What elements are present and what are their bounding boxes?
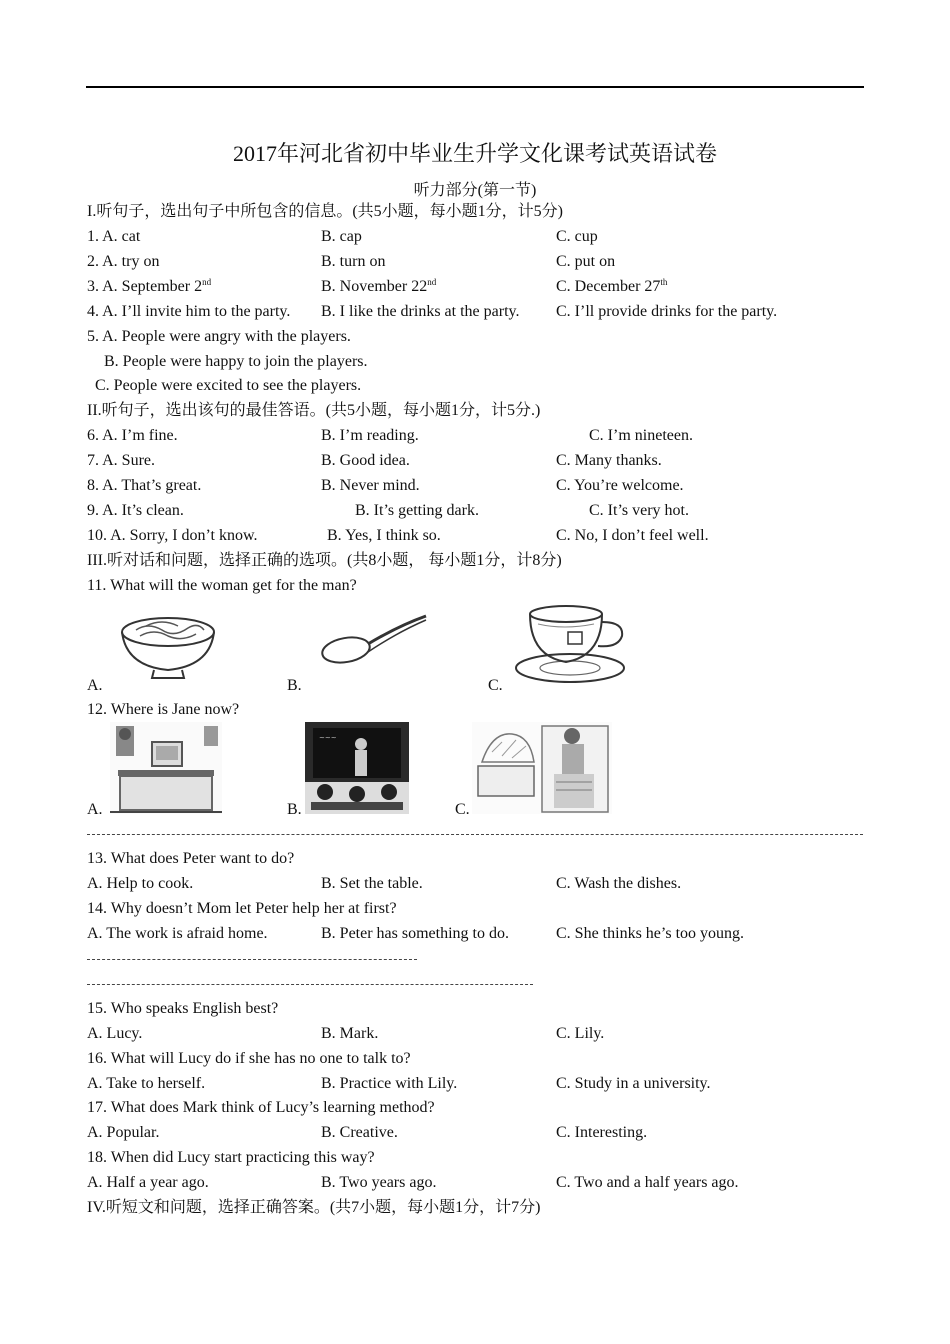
q16-option-a: A. Take to herself. [87,1075,206,1092]
section-3-heading: III.听对话和问题，选择正确的选项。(共8小题， 每小题1分，计8分) [87,552,562,569]
q18-option-c: C. Two and a half years ago. [556,1174,739,1191]
q17-option-a: A. Popular. [87,1124,160,1141]
q6-option-c: C. I’m nineteen. [589,427,693,444]
page-title: 2017年河北省初中毕业生升学文化课考试英语试卷 [232,141,717,166]
cup-of-tea-icon [514,604,630,688]
q8-option-b: B. Never mind. [321,477,420,494]
office-desk-computer-icon [110,722,222,814]
q17-option-c: C. Interesting. [556,1124,648,1141]
q18-option-b: B. Two years ago. [321,1174,437,1191]
dashed-separator [87,959,417,960]
q13-option-b: B. Set the table. [321,875,423,892]
q1-option-a: 1. A. cat [87,228,141,245]
q15-question: 15. Who speaks English best? [87,1000,279,1017]
q8-option-a: 8. A. That’s great. [87,477,202,494]
q1-option-b: B. cap [321,228,362,245]
dashed-separator [87,984,533,985]
q7-option-b: B. Good idea. [321,452,410,469]
q15-option-b: B. Mark. [321,1025,379,1042]
q12-label-c: C. [455,801,470,818]
section-2-heading: II.听句子，选出该句的最佳答语。(共5小题，每小题1分，计5分.) [87,402,541,419]
q7-option-a: 7. A. Sure. [87,452,155,469]
q17-question: 17. What does Mark think of Lucy’s learning method? [87,1099,435,1116]
q1-option-c: C. cup [556,228,598,245]
q8-option-c: C. You’re welcome. [556,477,684,494]
q16-option-b: B. Practice with Lily. [321,1075,458,1092]
q5-option-b: B. People were happy to join the players. [104,353,368,370]
q3-option-c: C. December 27th [556,277,668,295]
q4-option-a: 4. A. I’ll invite him to the party. [87,303,291,320]
q9-option-b: B. It’s getting dark. [355,502,479,519]
top-rule [86,86,864,88]
q2-option-c: C. put on [556,253,616,270]
q7-option-c: C. Many thanks. [556,452,662,469]
q13-option-a: A. Help to cook. [87,875,194,892]
q6-option-a: 6. A. I’m fine. [87,427,178,444]
q10-option-c: C. No, I don’t feel well. [556,527,709,544]
classroom-blackboard-icon [305,722,409,814]
bedroom-with-lamp-icon [472,722,612,814]
q2-option-a: 2. A. try on [87,253,160,270]
q16-option-c: C. Study in a university. [556,1075,711,1092]
q2-option-b: B. turn on [321,253,386,270]
svg-text:~~~: ~~~ [319,734,337,742]
q18-option-a: A. Half a year ago. [87,1174,209,1191]
q15-option-c: C. Lily. [556,1025,605,1042]
q12-question: 12. Where is Jane now? [87,701,240,718]
q10-option-b: B. Yes, I think so. [327,527,441,544]
q11-label-a: A. [87,677,103,694]
q13-question: 13. What does Peter want to do? [87,850,295,867]
q14-option-b: B. Peter has something to do. [321,925,509,942]
q11-label-c: C. [488,677,503,694]
q16-question: 16. What will Lucy do if she has no one to talk to? [87,1050,411,1067]
q10-option-a: 10. A. Sorry, I don’t know. [87,527,258,544]
q9-option-c: C. It’s very hot. [589,502,689,519]
page-subtitle: 听力部分(第一节) [413,182,537,199]
q14-option-a: A. The work is afraid home. [87,925,268,942]
q4-option-b: B. I like the drinks at the party. [321,303,520,320]
bowl-of-noodles-icon [118,608,218,680]
q6-option-b: B. I’m reading. [321,427,419,444]
spoon-icon [318,612,430,666]
q5-option-a: 5. A. People were angry with the players. [87,328,351,345]
q17-option-b: B. Creative. [321,1124,398,1141]
q12-label-b: B. [287,801,302,818]
q3-option-a: 3. A. September 2nd [87,277,212,295]
section-4-heading: IV.听短文和问题，选择正确答案。(共7小题，每小题1分，计7分) [87,1199,541,1216]
q18-question: 18. When did Lucy start practicing this way? [87,1149,375,1166]
q12-label-a: A. [87,801,103,818]
q4-option-c: C. I’ll provide drinks for the party. [556,303,778,320]
dashed-separator [87,834,863,835]
q9-option-a: 9. A. It’s clean. [87,502,184,519]
q13-option-c: C. Wash the dishes. [556,875,682,892]
q3-option-b: B. November 22nd [321,277,437,295]
q5-option-c: C. People were excited to see the players. [95,377,362,394]
q11-question: 11. What will the woman get for the man? [87,577,357,594]
section-1-heading: I.听句子，选出句子中所包含的信息。(共5小题，每小题1分，计5分) [87,203,563,220]
q11-label-b: B. [287,677,302,694]
q14-option-c: C. She thinks he’s too young. [556,925,745,942]
q15-option-a: A. Lucy. [87,1025,143,1042]
q14-question: 14. Why doesn’t Mom let Peter help her at first? [87,900,397,917]
